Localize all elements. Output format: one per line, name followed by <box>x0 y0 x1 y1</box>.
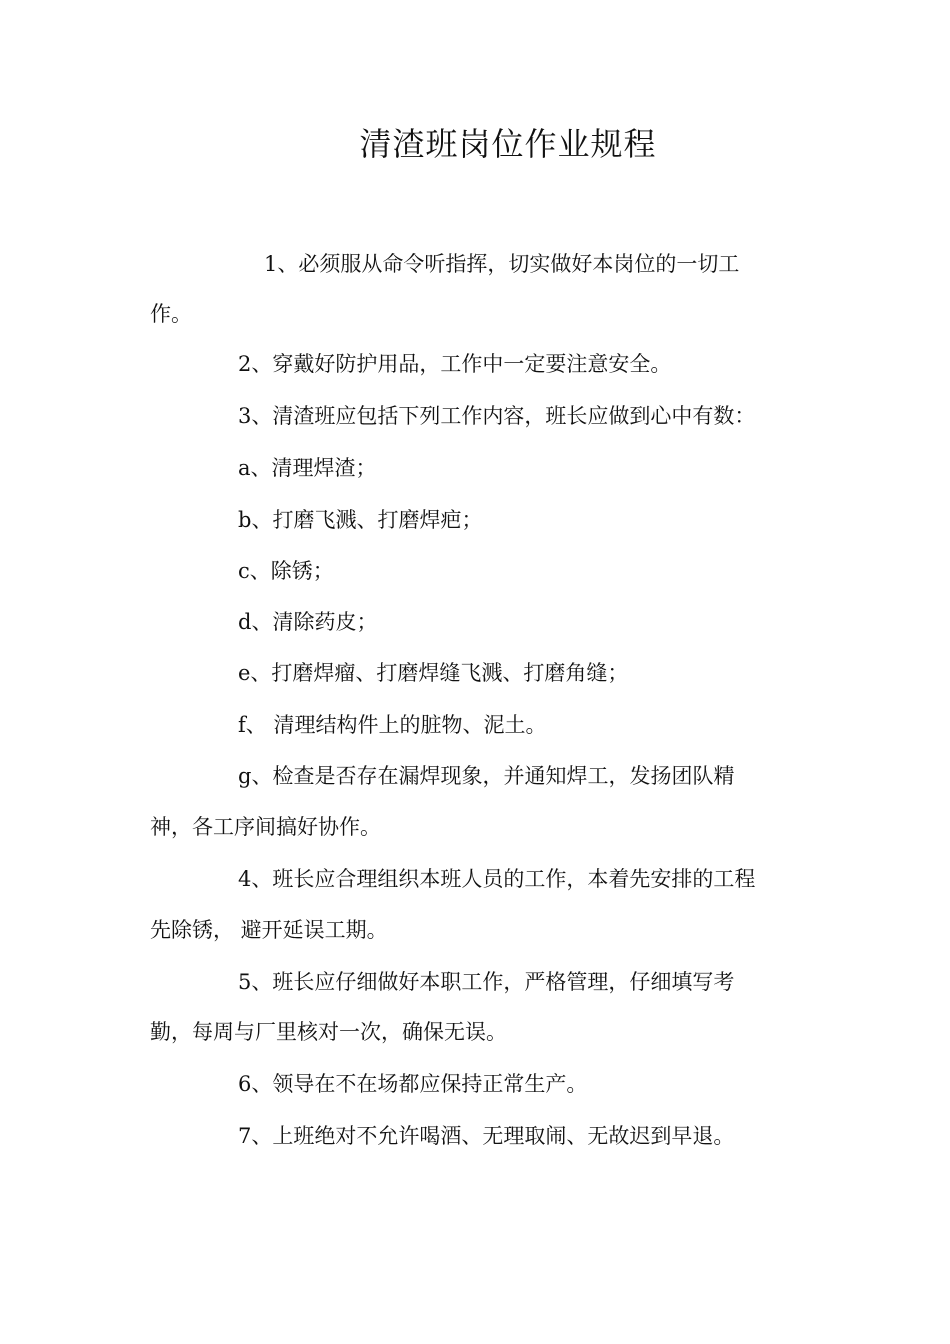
document-title: 清渣班岗位作业规程 <box>359 125 657 163</box>
rule-1-line-1: 1、必须服从命令听指挥，切实做好本岗位的一切工 <box>264 252 740 276</box>
rule-7: 7、上班绝对不允许喝酒、无理取闹、无故迟到早退。 <box>238 1124 735 1148</box>
rule-3-item-b: b、打磨飞溅、打磨焊疤； <box>238 508 483 532</box>
rule-5-line-1: 5、班长应仔细做好本职工作，严格管理，仔细填写考 <box>238 970 735 994</box>
rule-6: 6、领导在不在场都应保持正常生产。 <box>238 1072 588 1096</box>
rule-3-item-g-line-2: 神，各工序间搞好协作。 <box>150 815 381 839</box>
rule-3-item-d: d、清除药皮； <box>238 610 378 634</box>
rule-3-item-e: e、打磨焊瘤、打磨焊缝飞溅、打磨角缝； <box>238 661 629 685</box>
rule-5-line-2: 勤，每周与厂里核对一次，确保无误。 <box>150 1020 507 1044</box>
rule-4-line-1: 4、班长应合理组织本班人员的工作，本着先安排的工程 <box>238 867 756 891</box>
rule-3-item-f: f、 清理结构件上的脏物、泥土。 <box>238 713 547 737</box>
rule-1-line-2: 作。 <box>150 302 192 326</box>
rule-3: 3、清渣班应包括下列工作内容，班长应做到心中有数： <box>238 404 756 428</box>
rule-3-item-a: a、清理焊渣； <box>238 456 377 480</box>
rule-2: 2、穿戴好防护用品，工作中一定要注意安全。 <box>238 352 672 376</box>
rule-4-line-2: 先除锈， 避开延误工期。 <box>150 918 388 942</box>
rule-3-item-g-line-1: g、检查是否存在漏焊现象，并通知焊工，发扬团队精 <box>238 764 735 788</box>
rule-3-item-c: c、除锈； <box>238 559 334 583</box>
